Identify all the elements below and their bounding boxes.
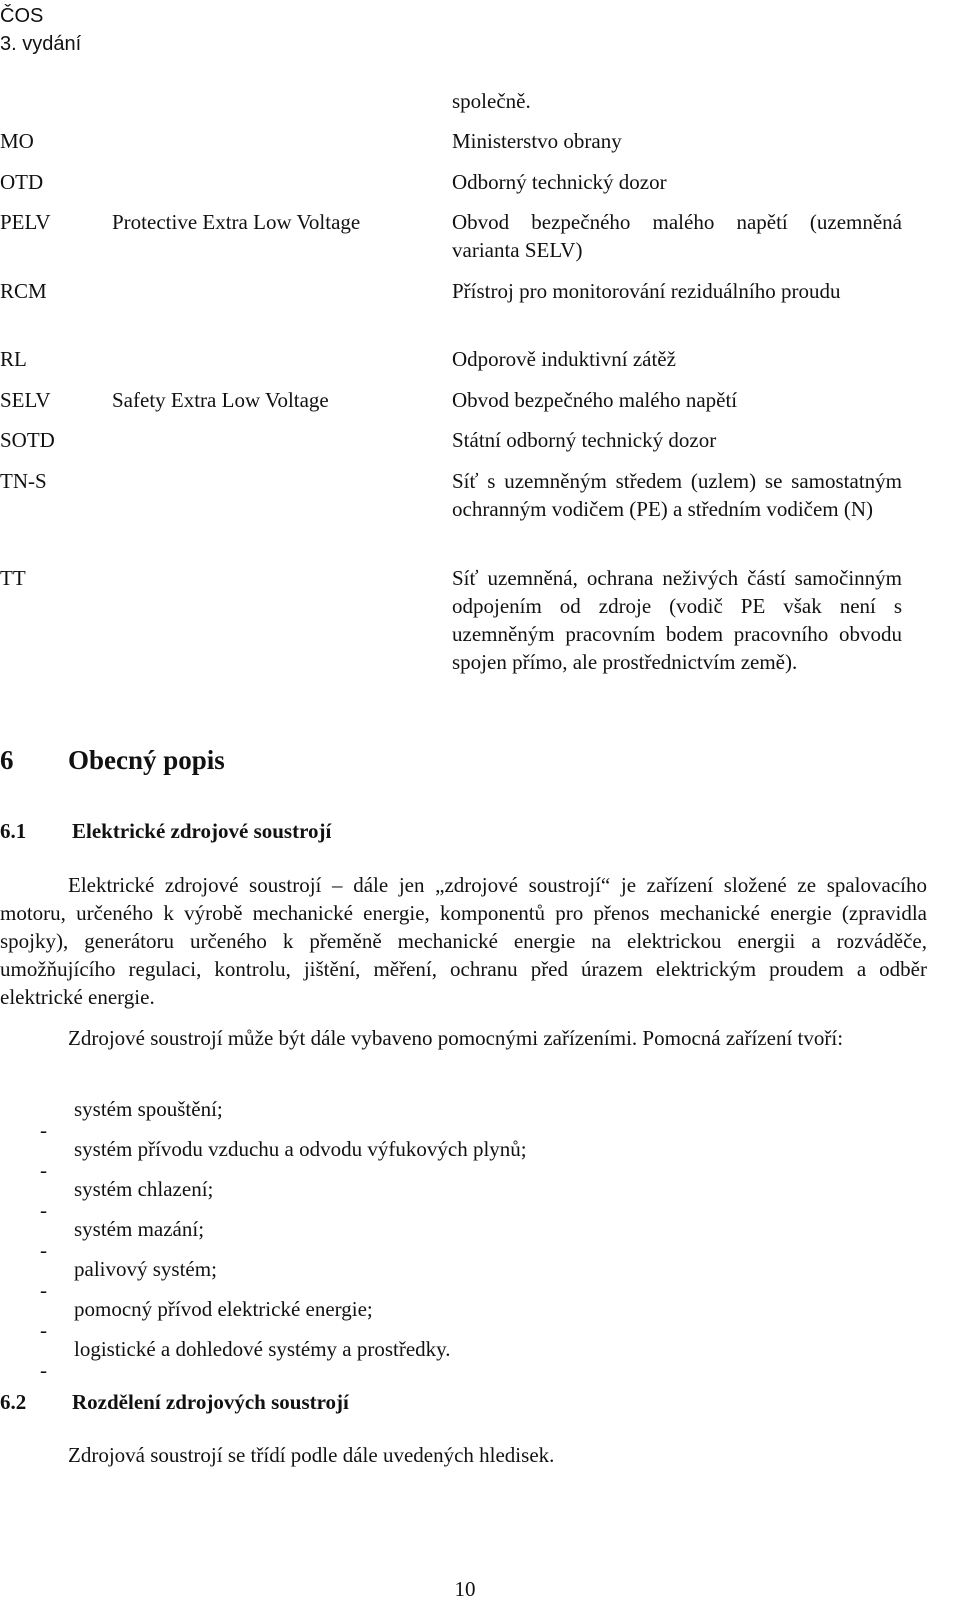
abbreviation-row: [0, 426, 930, 454]
abbreviation-definition: Státní odborný technický dozor: [452, 428, 717, 452]
dash-bullet-icon: -: [40, 1118, 47, 1142]
abbreviation-definition: Odborný technický dozor: [452, 170, 667, 194]
abbreviation-row: [0, 208, 930, 262]
dash-bullet-icon: -: [40, 1238, 47, 1262]
abbreviation-row: [0, 277, 930, 305]
dash-bullet-icon: -: [40, 1318, 47, 1342]
abbreviation-definition: Obvod bezpečného malého napětí (uzemněná varianta SELV): [452, 210, 902, 262]
abbreviation-definition: Odporově induktivní zátěž: [452, 347, 676, 371]
abbreviation-row: [0, 467, 930, 521]
abbreviation-definition: Přístroj pro monitorování reziduálního proudu: [452, 279, 841, 303]
auxiliary-equipment-list: [0, 1095, 527, 1382]
abbreviation-code: SOTD: [0, 428, 55, 452]
section-heading: [0, 742, 225, 778]
abbreviation-definition: Síť s uzemněným středem (uzlem) se samostatným ochranným vodičem (PE) a středním vodičem (N): [452, 469, 902, 521]
list-item: [0, 1335, 527, 1382]
dash-bullet-icon: -: [40, 1158, 47, 1182]
paragraph: Zdrojové soustrojí může být dále vybaveno pomocnými zařízeními. Pomocná zařízení tvoří:: [68, 1026, 844, 1050]
abbreviation-code: PELV: [0, 210, 51, 234]
abbreviation-code: SELV: [0, 388, 51, 412]
subsection-heading: [0, 817, 331, 845]
paragraph: Elektrické zdrojové soustrojí – dále jen „zdrojové soustrojí“ je zařízení složené ze spalovacího motoru, určeného k výrobě mechanické energie, komponentů pro přenos mechanické energie (zpravidla spojky), generátoru určeného k přeměně mechanické energie na elektrickou energii a rozváděče, umožňujícího regulaci, kontrolu, jištění, měření, ochranu před úrazem elektrickým proudem a odběr elektrické energie.: [0, 873, 927, 1009]
list-item-text: systém chlazení;: [74, 1177, 214, 1201]
abbreviation-continued: [0, 87, 930, 115]
abbreviation-continued-text: společně.: [452, 89, 531, 113]
page-number: 10: [454, 1577, 476, 1601]
section-title: Obecný popis: [68, 745, 225, 775]
abbreviation-code: MO: [0, 129, 34, 153]
list-item-text: logistické a dohledové systémy a prostředky.: [74, 1337, 451, 1361]
subsection-number: 6.1: [0, 819, 27, 843]
list-item-text: systém mazání;: [74, 1217, 205, 1241]
list-item: [0, 1295, 527, 1342]
abbreviation-code: RCM: [0, 279, 47, 303]
document-edition: 3. vydání: [0, 33, 82, 55]
abbreviation-row: [0, 345, 930, 373]
subsection-heading: [0, 1388, 349, 1416]
list-item-text: palivový systém;: [74, 1257, 217, 1281]
abbreviation-definition: Ministerstvo obrany: [452, 129, 622, 153]
abbreviation-code: RL: [0, 347, 27, 371]
abbreviation-english: Protective Extra Low Voltage: [112, 210, 361, 234]
abbreviation-code: TT: [0, 566, 26, 590]
dash-bullet-icon: -: [40, 1198, 47, 1222]
subsection-number: 6.2: [0, 1390, 27, 1414]
paragraph: Zdrojová soustrojí se třídí podle dále uvedených hledisek.: [68, 1443, 555, 1467]
document-code: ČOS: [0, 5, 44, 27]
abbreviation-code: OTD: [0, 170, 44, 194]
list-item: [0, 1175, 527, 1222]
abbreviation-row: [0, 386, 930, 414]
abbreviation-row: [0, 168, 930, 196]
abbreviation-definition: Síť uzemněná, ochrana neživých částí samočinným odpojením od zdroje (vodič PE však není s uzemněným pracovním bodem pracovního obvodu spojen přímo, ale prostřednictvím země).: [452, 566, 902, 674]
abbreviation-row: [0, 564, 930, 674]
list-item: [0, 1255, 527, 1302]
list-item-text: systém spouštění;: [74, 1097, 223, 1121]
list-item: [0, 1135, 527, 1182]
list-item: [0, 1215, 527, 1262]
subsection-title: Rozdělení zdrojových soustrojí: [72, 1390, 349, 1414]
abbreviation-row: [0, 127, 930, 155]
abbreviation-code: TN-S: [0, 469, 47, 493]
list-item: [0, 1095, 527, 1142]
abbreviation-definition: Obvod bezpečného malého napětí: [452, 388, 738, 412]
list-item-text: pomocný přívod elektrické energie;: [74, 1297, 373, 1321]
abbreviation-english: Safety Extra Low Voltage: [112, 388, 329, 412]
subsection-title: Elektrické zdrojové soustrojí: [72, 819, 332, 843]
section-number: 6: [0, 745, 14, 775]
dash-bullet-icon: -: [40, 1358, 47, 1382]
list-item-text: systém přívodu vzduchu a odvodu výfukových plynů;: [74, 1137, 527, 1161]
dash-bullet-icon: -: [40, 1278, 47, 1302]
